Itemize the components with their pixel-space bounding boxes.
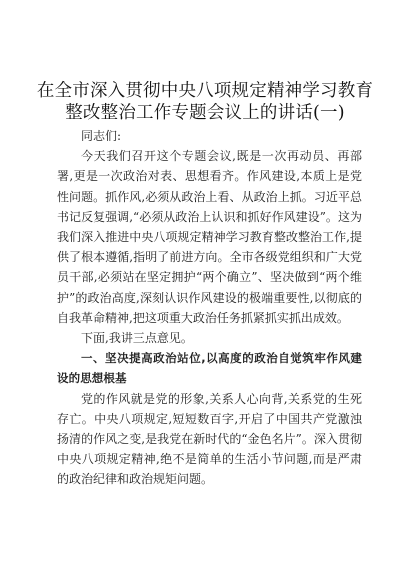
document-title: 在全市深入贯彻中央八项规定精神学习教育整改整治工作专题会议上的讲话(一) (36, 81, 374, 123)
body-paragraph-section-1: 党的作风就是党的形象,关系人心向背,关系党的生死存亡。中央八项规定,短短数百字,开启了中国共产党激浊扬清的作风之变,是我党在新时代的“金色名片”。深入贯彻中央八项规定精神,绝不是简单的生活小节问题,而是严肃的政治纪律和政治规矩问题。 (57, 391, 362, 487)
body-paragraph-intro: 今天我们召开这个专题会议,既是一次再动员、再部署,更是一次政治对表、思想看齐。作风建设,本质上是党性问题。抓作风,必须从政治上看、从政治上抓。习近平总书记反复强调,“必须从政治上认识和抓好作风建设”。这为我们深入推进中央八项规定精神学习教育整改整治工作,提供了根本遵循,指明了前进方向。全市各级党组织和广大党员干部,必须站在坚定拥护“两个确立”、坚决做到“两个维护”的政治高度,深刻认识作风建设的极端重要性,以彻底的自我革命精神,把这项重大政治任务抓紧抓实抓出成效。 (57, 149, 362, 325)
body-paragraph-outline: 下面,我讲三点意见。 (81, 331, 193, 346)
document-body (57, 126, 362, 490)
salutation: 同志们: (81, 129, 122, 143)
section-heading-1: 一、坚决提高政治站位,以高度的政治自觉筑牢作风建设的思想根基 (57, 351, 362, 386)
